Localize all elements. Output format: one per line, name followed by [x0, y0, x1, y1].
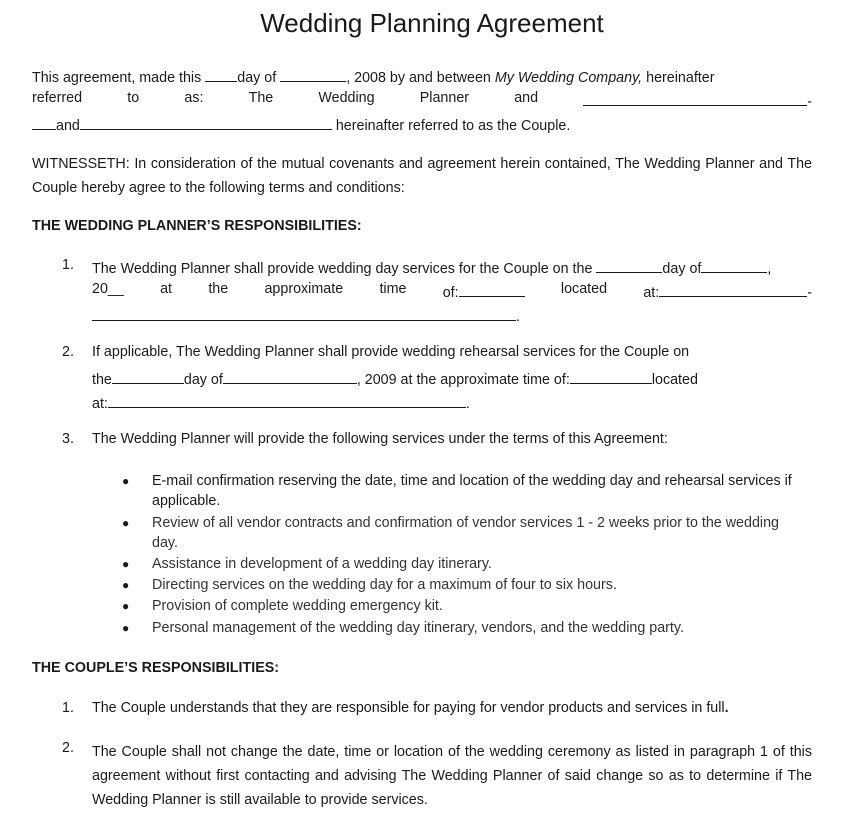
item-number: 1.: [62, 257, 74, 273]
intro-word: Planner: [419, 90, 470, 106]
couple-item-2: The Couple shall not change the date, time or location of the wedding ceremony as listed in paragraph 1 of this agreement without first contacting and advising The Wedding Planner of said change so as to determine if The Wedding Planner is still available to provide services.: [92, 744, 812, 808]
service-bullet: Provision of complete wedding emergency kit.: [152, 598, 443, 614]
intro-text: and: [56, 118, 80, 134]
bullet-icon: ●: [122, 621, 130, 635]
item-word: of:: [442, 285, 459, 301]
intro-word: to: [127, 90, 140, 106]
item-word: located: [560, 281, 608, 297]
blank-wedding-time[interactable]: [459, 281, 525, 297]
service-bullet: Assistance in development of a wedding day itinerary.: [152, 556, 492, 572]
blank-wedding-day[interactable]: [596, 257, 662, 273]
planner-item-2-line-1: If applicable, The Wedding Planner shall provide wedding rehearsal services for the Couple on: [92, 344, 690, 360]
blank-rehearsal-day[interactable]: [112, 368, 184, 384]
item-word: time: [379, 281, 407, 297]
blank-wedding-month[interactable]: [701, 257, 767, 273]
item-text: .: [465, 396, 470, 412]
blank-rehearsal-location[interactable]: [108, 392, 466, 408]
intro-text: This agreement, made this: [32, 70, 202, 86]
bullet-icon: ●: [122, 474, 130, 488]
company-name: My Wedding Company,: [494, 70, 643, 86]
service-bullet: Personal management of the wedding day itinerary, vendors, and the wedding party.: [152, 620, 684, 636]
intro-word: The: [248, 90, 274, 106]
intro-line-1: [32, 66, 812, 86]
intro-text: hereinafter: [646, 70, 715, 86]
intro-word: and: [514, 90, 539, 106]
item-text: day of: [183, 372, 223, 388]
blank-party-2[interactable]: [80, 114, 332, 130]
intro-word: as:: [184, 90, 204, 106]
item-text: The Couple understands that they are responsible for paying for vendor products and services in full: [92, 700, 725, 716]
item-number: 2.: [62, 740, 74, 756]
item-word: approximate: [264, 281, 344, 297]
bullet-icon: ●: [122, 599, 130, 613]
couple-item-1: [92, 700, 729, 716]
blank-wedding-location-cont[interactable]: [92, 305, 516, 321]
intro-line-2: [32, 90, 812, 110]
planner-item-3-text: The Wedding Planner will provide the following services under the terms of this Agreement:: [92, 431, 668, 447]
item-text: at:: [92, 396, 108, 412]
blank-rehearsal-month[interactable]: [223, 368, 357, 384]
planner-heading: THE WEDDING PLANNER’S RESPONSIBILITIES:: [32, 218, 362, 234]
intro-text: day of: [237, 70, 277, 86]
item-word: the: [208, 281, 229, 297]
intro-line-3: [32, 114, 570, 134]
blank-rehearsal-time[interactable]: [570, 368, 652, 384]
intro-word: Wedding: [318, 90, 375, 106]
item-word: 20__: [92, 281, 124, 297]
couple-heading: THE COUPLE’S RESPONSIBILITIES:: [32, 660, 280, 676]
item-text: the: [92, 372, 112, 388]
bullet-icon: ●: [122, 557, 130, 571]
bullet-icon: ●: [122, 578, 130, 592]
blank-day[interactable]: [205, 66, 237, 82]
service-bullet: Directing services on the wedding day for a maximum of four to six hours.: [152, 577, 617, 593]
item-text: .: [516, 309, 520, 325]
item-text: .: [724, 700, 729, 716]
item-word: at: [160, 281, 173, 297]
item-text: -: [807, 285, 812, 301]
planner-item-1-line-1: [92, 257, 812, 277]
blank-party-1-cont[interactable]: [32, 114, 56, 130]
document-title: Wedding Planning Agreement: [260, 8, 604, 38]
item-text: , 2009 at the approximate time of:: [356, 372, 570, 388]
blank-party-1[interactable]: [583, 90, 807, 106]
intro-word: referred: [32, 90, 83, 106]
witnesseth-paragraph: WITNESSETH: In consideration of the mutual covenants and agreement herein contained, The Wedding Planner and The Couple hereby agree to the following terms and conditions:: [32, 156, 812, 196]
item-text: located: [651, 372, 698, 388]
blank-month[interactable]: [280, 66, 346, 82]
planner-item-2-line-2: [92, 368, 698, 388]
intro-text: -: [807, 94, 812, 110]
planner-item-2-line-3: [92, 392, 470, 412]
blank-wedding-location[interactable]: [659, 281, 807, 297]
item-text: ,: [767, 261, 772, 277]
item-text: The Wedding Planner shall provide wedding day services for the Couple on the: [92, 261, 593, 277]
service-bullet: E-mail confirmation reserving the date, time and location of the wedding day and rehearsal services if applicable.: [152, 473, 792, 509]
planner-item-1-line-2: [92, 281, 812, 301]
intro-text: , 2008 by and between: [346, 70, 491, 86]
service-bullet: Review of all vendor contracts and confirmation of vendor services 1 - 2 weeks prior to the wedding day.: [152, 515, 779, 551]
intro-text: hereinafter referred to as the Couple.: [335, 118, 571, 134]
item-number: 3.: [62, 431, 74, 447]
item-text: day of: [662, 261, 702, 277]
planner-item-1-line-3: [92, 305, 520, 325]
item-word: at:: [643, 285, 660, 301]
item-number: 2.: [62, 344, 74, 360]
bullet-icon: ●: [122, 516, 130, 530]
item-number: 1.: [62, 700, 74, 716]
